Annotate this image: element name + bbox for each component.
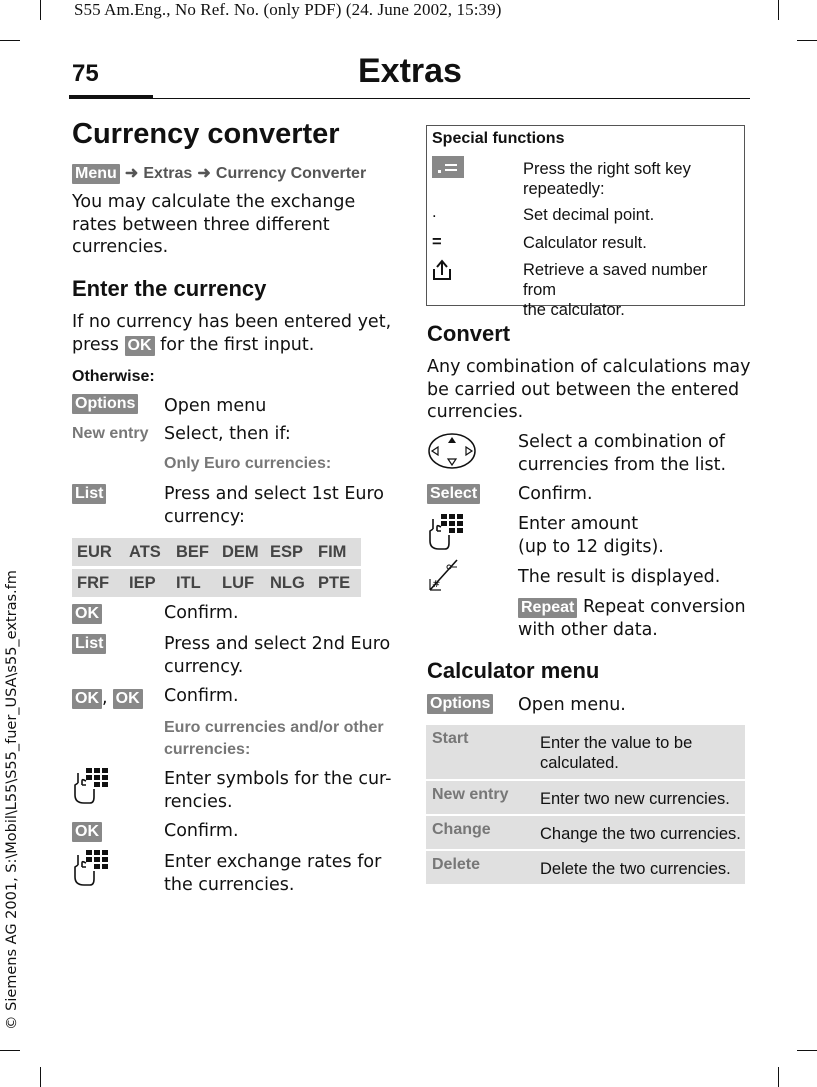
- section-title: Currency converter: [72, 118, 340, 150]
- new-entry-desc: Select, then if:: [164, 424, 291, 444]
- text-line: calculated.: [540, 754, 619, 772]
- header-meta: S55 Am.Eng., No Ref. No. (only PDF) (24. June 2002, 15:39): [74, 0, 502, 19]
- list-key: List: [72, 634, 106, 654]
- currency-cell: BEF: [176, 542, 209, 561]
- menu-path: [72, 163, 366, 184]
- path-item: Extras: [143, 165, 193, 182]
- text-line: Enter the value to be: [540, 734, 693, 752]
- text-line: [518, 596, 746, 619]
- text-line: Any combination of calculations may: [427, 357, 751, 377]
- ok-key: OK: [72, 689, 102, 709]
- otherwise-label: Otherwise:: [72, 368, 155, 385]
- text-line: rates between three different: [72, 214, 330, 235]
- ok-key: OK: [113, 689, 143, 709]
- text-line: If no currency has been entered yet,: [72, 312, 392, 332]
- text-line: You may calculate the exchange: [72, 192, 356, 212]
- ok3-desc: Confirm.: [164, 821, 239, 841]
- text-line: repeatedly:: [523, 180, 605, 198]
- text-line: Select a combination of: [518, 432, 725, 452]
- symbols-desc: [164, 768, 391, 813]
- arrow: ➜: [124, 165, 139, 182]
- equals-symbol: =: [432, 233, 442, 251]
- text: for the first input.: [160, 334, 315, 355]
- crop-mark: [797, 40, 817, 41]
- currency-cell: FIM: [318, 542, 347, 561]
- text-line: Press and select 2nd Euro: [164, 634, 391, 654]
- header-rule-thick: [69, 95, 153, 99]
- header-rule: [152, 98, 750, 99]
- page-title: Extras: [358, 52, 462, 90]
- text-line: Retrieve a saved number from: [523, 261, 708, 299]
- currency-table: [72, 538, 361, 597]
- text-line: currencies.: [427, 402, 524, 422]
- calc-menu-table: [426, 725, 745, 884]
- keypad-icon: [72, 767, 110, 805]
- repeat-key: Repeat: [518, 598, 577, 618]
- text-line: Enter exchange rates for: [164, 852, 382, 872]
- text: Repeat conversion: [582, 597, 746, 617]
- menu-desc: Delete the two currencies.: [540, 860, 731, 878]
- retrieve-icon: [432, 259, 452, 281]
- text-line: rencies.: [164, 791, 233, 812]
- repeat-row: [518, 596, 746, 641]
- page-number: 75: [72, 60, 99, 87]
- menu-label: Change: [432, 821, 491, 838]
- crop-mark: [0, 1050, 20, 1051]
- options-desc: Open menu: [164, 396, 267, 416]
- text-line: Euro currencies and/or other: [164, 719, 384, 736]
- dot-desc: Set decimal point.: [523, 206, 655, 224]
- currency-cell: EUR: [77, 542, 112, 561]
- currency-cell: NLG: [270, 573, 305, 592]
- text-line: currencies from the list.: [518, 454, 727, 475]
- result-desc: The result is displayed.: [518, 567, 721, 587]
- ok2-desc: Confirm.: [164, 686, 239, 706]
- menu-label: New entry: [432, 786, 509, 803]
- menu-row-new-entry: [426, 781, 745, 814]
- menu-desc: Enter two new currencies.: [540, 790, 730, 808]
- menu-row-change: [426, 816, 745, 849]
- subheading: Enter the currency: [72, 276, 267, 301]
- list2-desc: [164, 633, 390, 678]
- currency-row: [72, 538, 361, 568]
- euro-other-label: [164, 717, 384, 761]
- softkey-desc: [523, 159, 691, 199]
- intro-paragraph: [72, 191, 355, 259]
- menu-row-start: [426, 725, 745, 779]
- nav-desc: [518, 431, 726, 476]
- rates-desc: [164, 851, 381, 896]
- currency-row: [72, 568, 361, 598]
- ok-key: OK: [125, 336, 155, 356]
- dot-symbol: .: [432, 203, 437, 221]
- select-key: Select: [427, 484, 480, 504]
- text-line: Enter amount: [518, 514, 639, 534]
- equals-desc: Calculator result.: [523, 234, 647, 252]
- calculator-heading: Calculator menu: [427, 658, 600, 683]
- text-line: currencies.: [72, 237, 169, 257]
- calc-options-desc: Open menu.: [518, 695, 626, 715]
- currency-cell: FRF: [77, 573, 110, 592]
- currency-cell: PTE: [318, 573, 351, 592]
- ok-ok-keys: [72, 687, 143, 710]
- keypad-icon: [72, 849, 110, 887]
- select-desc: Confirm.: [518, 484, 593, 504]
- ok-key: OK: [72, 604, 102, 624]
- hash-key-icon: [427, 557, 461, 593]
- text-line: currency.: [164, 656, 244, 677]
- ok1-desc: Confirm.: [164, 603, 239, 623]
- menu-row-delete: [426, 851, 745, 884]
- text-line: be carried out between the entered: [427, 379, 740, 400]
- navigation-key-icon: [427, 432, 477, 470]
- text-line: Press and select 1st Euro: [164, 484, 385, 504]
- path-item: Currency Converter: [215, 165, 367, 182]
- options-key: Options: [72, 394, 138, 414]
- crop-mark: [0, 40, 20, 41]
- text-line: (up to 12 digits).: [518, 536, 664, 557]
- list-key: List: [72, 484, 106, 504]
- special-functions-box: [426, 125, 745, 319]
- keypad-icon: [427, 513, 465, 551]
- convert-intro: [427, 356, 751, 424]
- options-key: Options: [427, 694, 493, 714]
- special-title: Special functions: [432, 130, 565, 147]
- crop-mark: [778, 0, 779, 20]
- convert-heading: Convert: [427, 321, 511, 346]
- menu-desc: Change the two currencies.: [540, 825, 741, 843]
- currency-cell: ATS: [129, 542, 161, 561]
- crop-mark: [797, 1050, 817, 1051]
- svg-text:#: #: [432, 579, 441, 590]
- text-line: with other data.: [518, 619, 658, 640]
- new-entry-label: New entry: [72, 425, 149, 442]
- menu-desc: [540, 733, 692, 773]
- text-line: Enter symbols for the cur-: [164, 769, 392, 789]
- menu-label: Delete: [432, 856, 481, 873]
- text-line: the currencies.: [164, 874, 295, 895]
- crop-mark: [40, 1067, 41, 1087]
- text-line: currencies:: [164, 741, 251, 758]
- arrow: ➜: [197, 165, 211, 182]
- enter-paragraph: [72, 311, 391, 356]
- retrieve-desc: [523, 260, 744, 320]
- text-line: [72, 334, 391, 357]
- decimal-key-icon: [432, 156, 464, 178]
- menu-label: Start: [432, 730, 469, 747]
- currency-cell: DEM: [222, 542, 259, 561]
- text-line: currency:: [164, 506, 245, 527]
- copyright-sidebar: © Siemens AG 2001, S:\Mobil\L55\S55_fuer_USA\s55_extras.fm: [4, 570, 20, 1030]
- text-line: the calculator.: [523, 301, 625, 319]
- list1-desc: [164, 483, 384, 528]
- ok-key: OK: [72, 822, 102, 842]
- crop-mark: [778, 1067, 779, 1087]
- comma: ,: [102, 688, 108, 708]
- currency-cell: ESP: [270, 542, 304, 561]
- currency-cell: ITL: [176, 573, 201, 592]
- menu-key: Menu: [72, 164, 120, 184]
- only-euro-label: Only Euro currencies:: [164, 455, 332, 472]
- currency-cell: IEP: [129, 573, 156, 592]
- text-line: Press the right soft key: [523, 160, 691, 178]
- text: press: [72, 334, 119, 355]
- currency-cell: LUF: [222, 573, 255, 592]
- amount-desc: [518, 513, 664, 558]
- crop-mark: [40, 0, 41, 20]
